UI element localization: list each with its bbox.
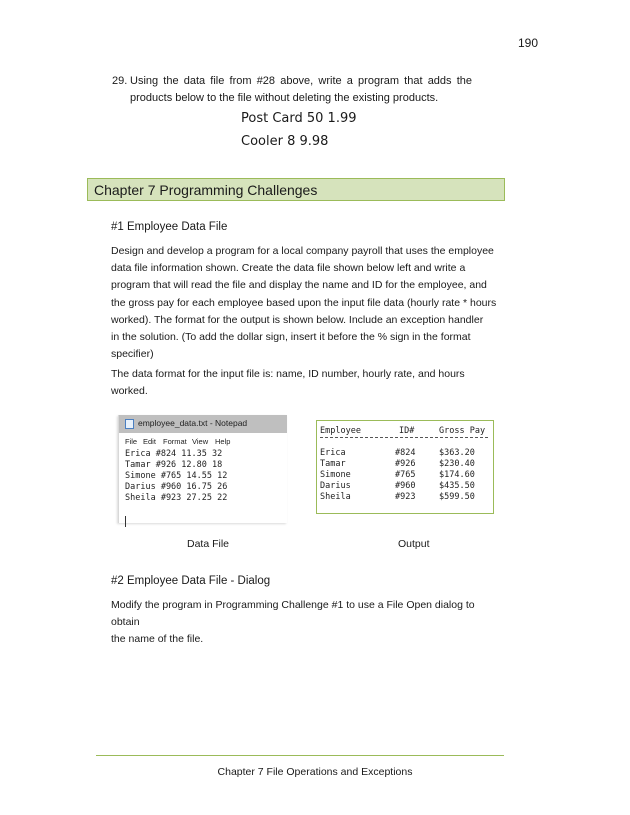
paragraph-line: worked). The format for the output is shown below. Include an exception handler [111, 313, 484, 326]
menu-item-file[interactable]: File [125, 437, 138, 446]
file-line: Simone #765 14.55 12 [125, 471, 228, 481]
paragraph-line: in the solution. (To add the dollar sign, insert it before the % sign in the format [111, 331, 471, 344]
paragraph-line: the gross pay for each employee based upon the input file data (hourly rate * hours [111, 296, 497, 309]
file-line: Sheila #923 27.25 22 [125, 493, 228, 503]
data-format-description [111, 366, 506, 400]
output-cell: #923 [395, 492, 416, 502]
output-cell: $363.20 [439, 448, 475, 458]
file-line: Erica #824 11.35 32 [125, 449, 223, 459]
chapter-heading [87, 178, 505, 201]
chapter-heading-text: Chapter 7 Programming Challenges [94, 182, 318, 198]
page-number: 190 [518, 36, 539, 50]
paragraph-line: specifier) [111, 348, 154, 361]
challenge-2-title: #2 Employee Data File - Dialog [111, 575, 271, 587]
paragraph-line: Modify the program in Programming Challenge #1 to use a File Open dialog to obtain [111, 599, 475, 629]
product-line: Cooler 8 9.98 [241, 134, 329, 149]
output-caption: Output [398, 538, 430, 550]
file-line: Darius #960 16.75 26 [125, 482, 228, 492]
challenge-1-description [111, 243, 506, 363]
text-caret [125, 516, 126, 527]
paragraph-line: the name of the file. [111, 633, 204, 646]
footer-rule [96, 755, 504, 756]
paragraph-line: data file information shown. Create the data file shown below left and write a [111, 262, 466, 275]
menu-item-format[interactable]: Format [163, 437, 187, 446]
output-panel [316, 420, 494, 514]
page-footer: Chapter 7 File Operations and Exceptions [217, 766, 413, 778]
challenge-2-description [111, 597, 506, 649]
menu-item-view[interactable]: View [192, 437, 209, 446]
output-cell: Tamar [320, 459, 346, 469]
paragraph-line: program that will read the file and display the name and ID for the employee, and [111, 279, 487, 292]
menu-item-help[interactable]: Help [215, 437, 231, 446]
output-cell: $230.40 [439, 459, 475, 469]
output-header: Gross Pay [439, 426, 486, 436]
notepad-window [118, 415, 287, 523]
exercise-number: 29. [112, 75, 128, 87]
paragraph-line: Design and develop a program for a local company payroll that uses the employee [111, 245, 494, 257]
output-cell: #824 [395, 448, 416, 458]
output-header: ID# [399, 426, 415, 436]
output-cell: #926 [395, 459, 416, 469]
output-cell: Darius [320, 481, 351, 491]
output-cell: $174.60 [439, 470, 475, 480]
data-file-caption: Data File [187, 538, 230, 550]
output-cell: #765 [395, 470, 416, 480]
exercise-text: Using the data file from #28 above, write a program that adds the products below to the file without deleting the existing products. [130, 75, 472, 104]
output-cell: $435.50 [439, 481, 475, 491]
challenge-1-title: #1 Employee Data File [111, 221, 228, 233]
paragraph-line: worked. [111, 385, 148, 398]
menu-item-edit[interactable]: Edit [143, 437, 156, 446]
output-header: Employee [320, 426, 361, 436]
notepad-icon [125, 419, 134, 429]
output-cell: Simone [320, 470, 351, 480]
output-cell: $599.50 [439, 492, 475, 502]
exercise-29 [112, 73, 472, 107]
product-line: Post Card 50 1.99 [241, 111, 357, 126]
output-divider [320, 437, 488, 438]
output-cell: Sheila [320, 492, 351, 502]
notepad-title: employee_data.txt - Notepad [138, 418, 248, 428]
notepad-title-bar [119, 415, 287, 433]
paragraph-line: The data format for the input file is: name, ID number, hourly rate, and hours [111, 368, 465, 380]
output-cell: #960 [395, 481, 416, 491]
file-line: Tamar #926 12.80 18 [125, 460, 223, 470]
output-cell: Erica [320, 448, 346, 458]
